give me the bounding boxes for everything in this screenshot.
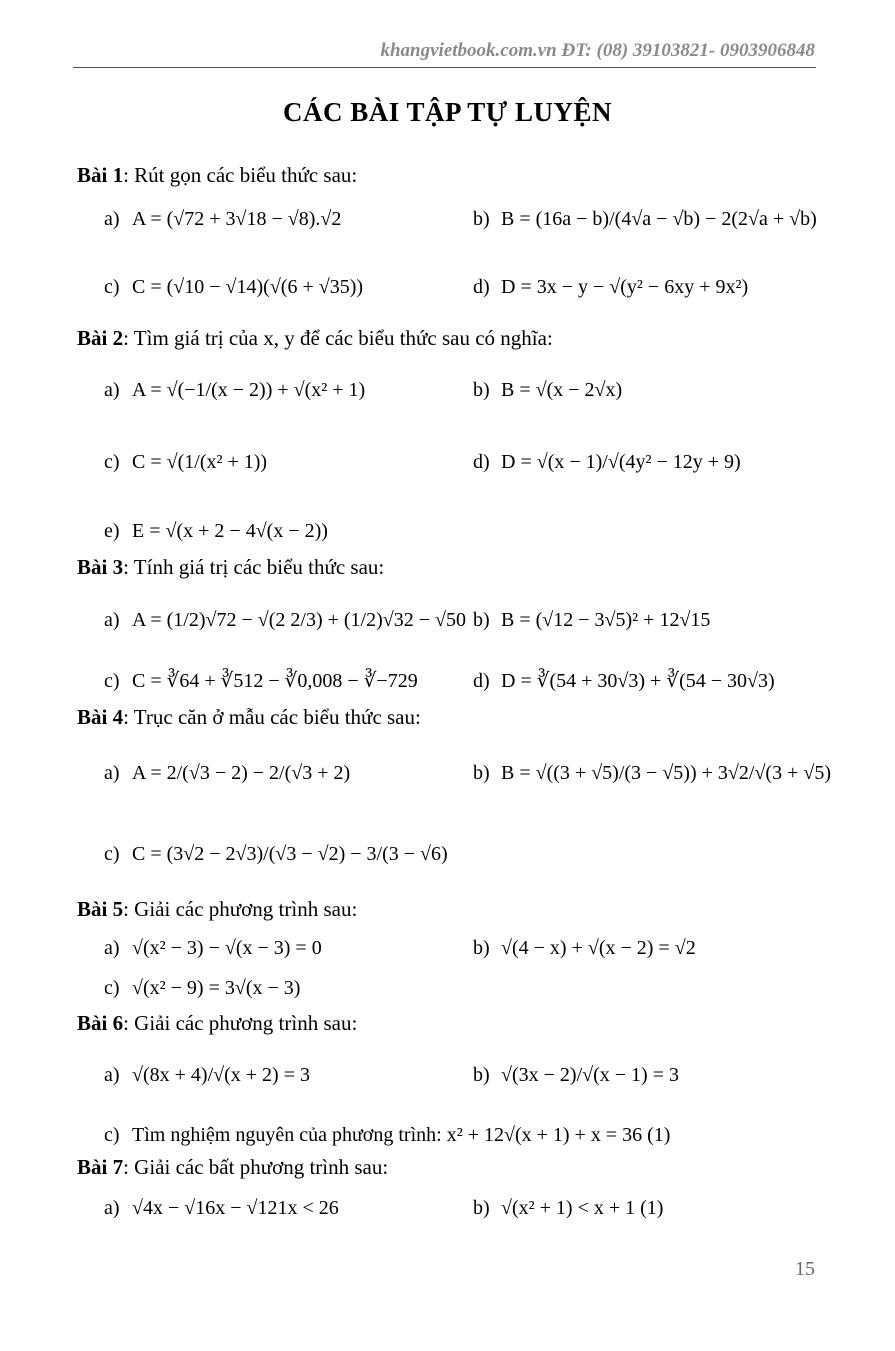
exercise-3c: c) C = ∛64 + ∛512 − ∛0,008 − ∛−729 [104,670,418,692]
header-phone: ĐT: (08) 39103821- 0903906848 [561,40,815,61]
exercise-3d: d) D = ∛(54 + 30√3) + ∛(54 − 30√3) [473,670,775,692]
exercise-5a: a) √(x² − 3) − √(x − 3) = 0 [104,937,322,959]
exercise-2e: e) E = √(x + 2 − 4√(x − 2)) [104,520,328,542]
page-header [0,40,815,62]
exercise-2b: b) B = √(x − 2√x) [473,379,623,401]
exercise-3b: b) B = (√12 − 3√5)² + 12√15 [473,609,711,631]
header-divider [73,67,816,68]
exercise-4b: b) B = √((3 + √5)/(3 − √5)) + 3√2/√(3 + √5) [473,762,831,784]
exercise-7b: b) √(x² + 1) < x + 1 (1) [473,1197,664,1219]
exercise-6a: a) √(8x + 4)/√(x + 2) = 3 [104,1064,310,1086]
exercise-6b: b) √(3x − 2)/√(x − 1) = 3 [473,1064,679,1086]
page-number: 15 [795,1258,815,1280]
exercise-2a: a) A = √(−1/(x − 2)) + √(x² + 1) [104,379,366,401]
exercise-7a: a) √4x − √16x − √121x < 26 [104,1197,339,1219]
exercise-2c: c) C = √(1/(x² + 1)) [104,451,268,473]
exercise-2d: d) D = √(x − 1)/√(4y² − 12y + 9) [473,451,741,473]
exercise-6-heading: Bài 6: Giải các phương trình sau: [77,1011,358,1035]
exercise-3-heading: Bài 3: Tính giá trị các biểu thức sau: [77,555,385,579]
exercise-4-heading: Bài 4: Trục căn ở mẫu các biểu thức sau: [77,705,421,729]
exercise-1c: c) C = (√10 − √14)(√(6 + √35)) [104,276,364,298]
exercise-5c: c) √(x² − 9) = 3√(x − 3) [104,977,301,999]
exercise-4a: a) A = 2/(√3 − 2) − 2/(√3 + 2) [104,762,351,784]
exercise-7-heading: Bài 7: Giải các bất phương trình sau: [77,1155,389,1179]
exercise-3a: a) A = (1/2)√72 − √(2 2/3) + (1/2)√32 − √50 [104,609,466,631]
exercise-5-heading: Bài 5: Giải các phương trình sau: [77,897,358,921]
exercise-1-heading: Bài 1: Rút gọn các biểu thức sau: [77,163,358,187]
exercise-6c: c) Tìm nghiệm nguyên của phương trình: x² + 12√(x + 1) + x = 36 (1) [104,1124,671,1146]
exercise-1b: b) B = (16a − b)/(4√a − √b) − 2(2√a + √b) [473,208,817,230]
exercise-1a: a) A = (√72 + 3√18 − √8).√2 [104,208,342,230]
exercise-5b: b) √(4 − x) + √(x − 2) = √2 [473,937,696,959]
header-website: khangvietbook.com.vn [380,40,557,61]
exercise-4c: c) C = (3√2 − 2√3)/(√3 − √2) − 3/(3 − √6) [104,843,448,865]
page-title: CÁC BÀI TẬP TỰ LUYỆN [282,97,613,127]
exercise-2-heading: Bài 2: Tìm giá trị của x, y để các biểu thức sau có nghĩa: [77,326,553,350]
exercise-1d: d) D = 3x − y − √(y² − 6xy + 9x²) [473,276,749,298]
